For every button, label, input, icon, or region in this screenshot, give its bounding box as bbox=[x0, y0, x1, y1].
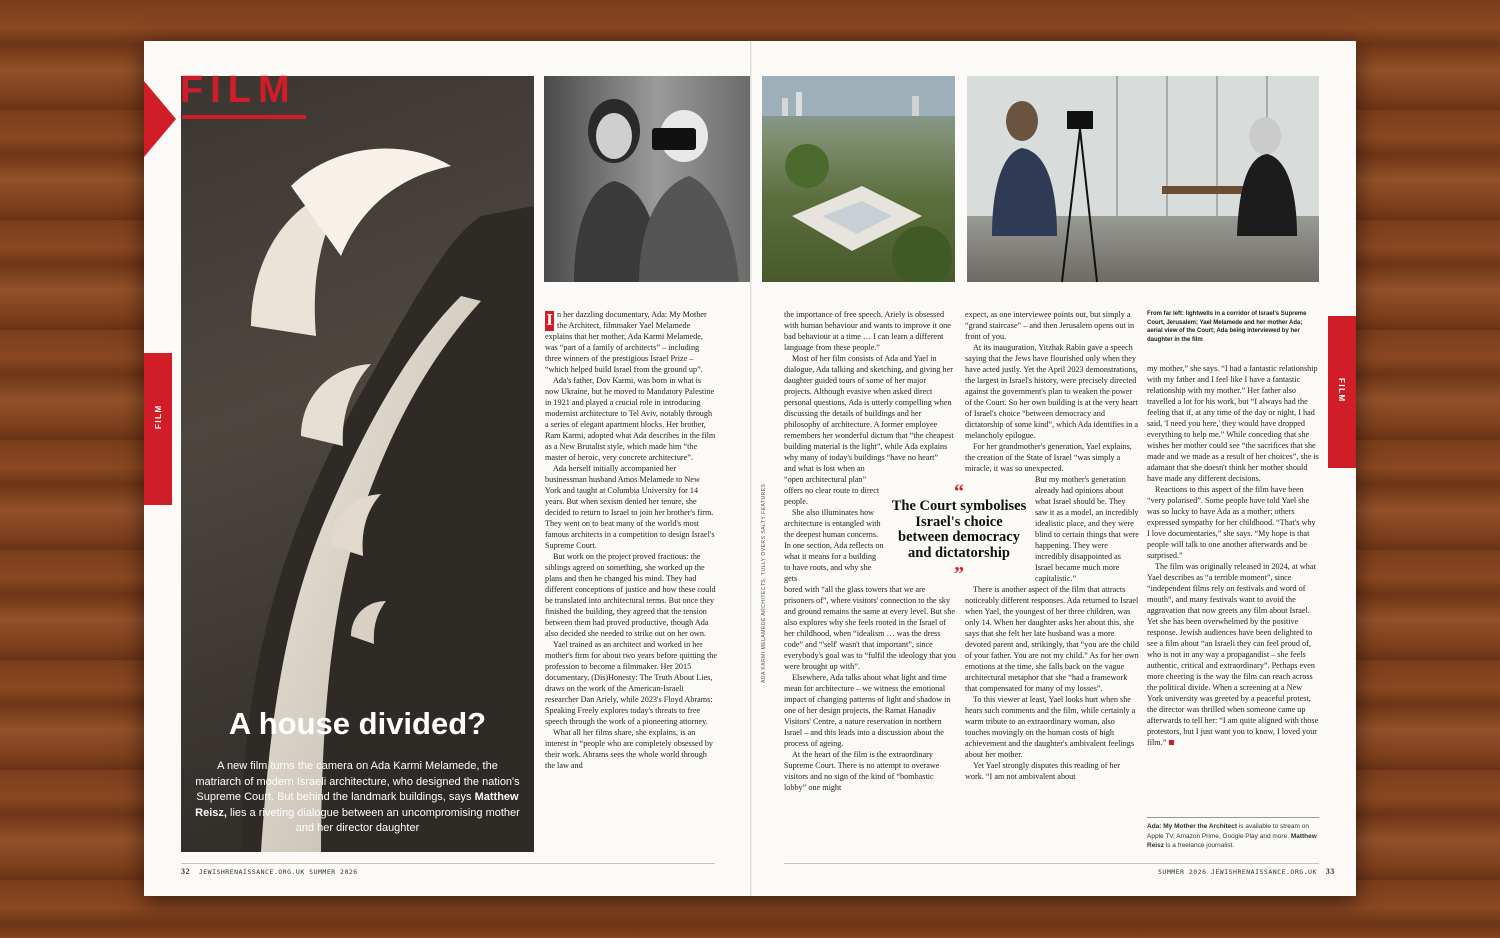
folio-text-right: SUMMER 2026 JEWISHRENAISSANCE.ORG.UK bbox=[1158, 868, 1317, 876]
paragraph: Yael trained as an architect and worked in her mother's firm for about two years before quitting the profession to become a filmmaker. Her 2015 documentary, (Dis)Honesty: The Truth About Lies, draws on the work of the American-Israeli researcher Dan Ariely, while 2023's Floyd Abrams: Speaking Freely explores today's threats to free speech through the work of a pioneering attorney. bbox=[545, 640, 717, 726]
photo-caption: From far left: lightwells in a corridor of Israel's Supreme Court, Jerusalem; Yael Melamede and her mother Ada; aerial view of the Court; Ada being interviewed by her daughter in the film bbox=[1147, 311, 1307, 343]
page-number-right: 33 bbox=[1325, 867, 1335, 876]
paragraph: Yet Yael strongly disputes this reading of her work. “I am not ambivalent about bbox=[965, 761, 1120, 781]
photo-illustration bbox=[544, 76, 750, 282]
page-number-left: 32 bbox=[181, 867, 190, 876]
drop-cap: I bbox=[546, 310, 553, 329]
hero-standfirst bbox=[195, 759, 520, 837]
side-tab-label: FILM bbox=[154, 404, 163, 429]
pull-quote-text: The Court symbolises Israel's choice between democracy and dictatorship bbox=[891, 498, 1027, 561]
narrow-text-block bbox=[784, 463, 884, 584]
article-column-4 bbox=[1147, 363, 1319, 817]
paragraph: Reactions to this aspect of the film have been “very polarised”. Some people have told Yael she was so lucky to have Ada as a mother; others expressed sympathy for her childhood. “That's why I love documentaries,” she says. “My hope is that people will talk to one another afterwards and be surprised.” bbox=[1147, 485, 1316, 560]
footnote-rule bbox=[1147, 817, 1319, 818]
footnote-author: Matthew Reisz bbox=[1147, 832, 1317, 849]
paragraph: There is another aspect of the film that attracts noticeably different responses. Ada returned to Israel when Yael, the youngest of her three children, was only 14. When her daughter asks her about this, she says that she felt her late husband was a more devoted parent and, strikingly, that “you are the child of your father. You are not my child.” As for her own emotions at the time, she falls back on the vague architectural metaphor that she “had a framework that compensated for many of my losses”. bbox=[965, 585, 1140, 693]
paragraph: She also illuminates how architecture is entangled with the deepest human concerns. In one section, Ada reflects on what it means for a building to have roots, and why she gets bbox=[784, 508, 884, 583]
paragraph: I n her dazzling documentary, Ada: My Mother the Architect, filmmaker Yael Melamede explains that her mother, Ada Karmi Melamede, was “part of a family of architects” – including three winners of the prestigious Israel Prize – “which helped build Israel from the ground up”. bbox=[545, 310, 707, 374]
photo-yael-and-ada bbox=[544, 76, 750, 282]
section-marker-triangle bbox=[144, 81, 176, 157]
paragraph: The film was originally released in 2024, at what Yael describes as “a terrible moment”, since “independent films rely on festivals and word of mouth”, and many festivals want to avoid the aggravation that now greets any film about Israel. Yet she has been overwhelmed by the positive response. Jewish audiences have been delighted to see a film about “an Israeli they can feel proud of, who is not in any way a propagandist – she feels authentic, critical and extraordinary”. Perhaps even more cheering is the way the film can reach across the political divide. When a screening at a New York university was greeted by a peaceful protest, the director was thrilled when someone came up afterwards to tell her: “I am quite aligned with those protestors, but I just want you to know, I loved your film.” bbox=[1147, 562, 1319, 747]
photo-credit: ADA KARMI MELAMEDE ARCHITECTS; TULLY OVERS SALTY FEATURES bbox=[761, 483, 767, 683]
photo-illustration bbox=[967, 76, 1319, 282]
paragraph: For her grandmother's generation, Yael explains, the creation of the State of Israel “was simply a miracle, it was so unexpected. bbox=[965, 442, 1132, 473]
narrow-text-block bbox=[1035, 474, 1140, 584]
side-tab-left bbox=[144, 353, 172, 505]
paragraph: Ada's father, Dov Karmi, was born in what is now Ukraine, but he moved to Mandatory Palestine in 1921 and played a crucial role in introducing modernist architecture to Tel Aviv, notably through a series of elegant apartment blocks. Her brother, Ram Karmi, adopted what Ada describes in the film as a New Brutalist style, which made him “the master of heroic, very concrete architecture”. bbox=[545, 376, 716, 462]
footnote-film-title: Ada: My Mother the Architect bbox=[1147, 823, 1238, 830]
paragraph: But work on the project proved fractious: the siblings agreed on something, she worked up the plans and then he changed his mind. They had different conceptions of justice and how these could be translated into architectural terms. But once they finished the building, they agreed that the tension between them had proved productive, though Ada also decided she needed to strike out on her own. bbox=[545, 552, 716, 638]
folio-left bbox=[181, 867, 358, 876]
end-mark-icon bbox=[1169, 740, 1174, 745]
paragraph: my mother,” she says. “I had a fantastic relationship with my father and I feel like I have a fantastic relationship with my mother.” Her father also travelled a lot for his work, but “I always had the feeling that if, at any time of the day or night, I had said, 'I need you here,' they would have dropped everything to help me.” While conceding that she wishes her mother could see “the sacrifices that she made and we made as a result of her choices”, she is adamant that she doesn't think her mother should have made any different decisions. bbox=[1147, 364, 1319, 483]
folio-right bbox=[1158, 867, 1335, 876]
hero-title: A house divided? bbox=[228, 706, 487, 741]
folio-text-left: JEWISHRENAISSANCE.ORG.UK SUMMER 2026 bbox=[198, 868, 358, 876]
paragraph: Ada herself initially accompanied her businessman husband Amos Melamede to New York and taught at Columbia University for 14 years. But when sexism denied her tenure, she decided to return to Israel to join her brother's firm. They went on to beat many of the world's most famous architects in a competition to design Israel's Supreme Court. bbox=[545, 464, 715, 550]
photo-illustration bbox=[762, 76, 955, 282]
photo-aerial-court bbox=[762, 76, 955, 282]
paragraph: the importance of free speech. Ariely is obsessed with human behaviour and wants to improve it one bad behaviour at a time … I can learn a different language from these people.” bbox=[784, 310, 951, 352]
paragraph: At its inauguration, Yitzhak Rabin gave a speech saying that the Jews have flourished only when they have acted justly. Yet the April 2023 demonstrations, the largest in Israel's history, were precisely directed against the government's plan to weaken the power of the Court. So her own building is at the very heart of Israel's choice “between democracy and dictatorship of some kind”, which Ada identifies in a melancholy epilogue. bbox=[965, 343, 1139, 440]
bottom-rule-left bbox=[181, 863, 715, 864]
standfirst-author: Matthew Reisz, bbox=[195, 791, 519, 819]
paragraph: Elsewhere, Ada talks about what light and time mean for architecture – we witness the emotional impact of changing patterns of light and shadow in one of her design projects, the Ramat Hanadiv Visitors' Centre, a nature reservation in northern Israel – and this leads into a discussion about the process of ageing. bbox=[784, 673, 951, 748]
paragraph: bored with “all the glass towers that we are prisoners of”, where visitors' connection to the sky and ground remains the same at every level. But she also explores why she feels rooted in the Israel of her childhood, when “idealism … was the dress code” and “'self' wasn't that important”, since everybody's goal was to “fulfil the ideology that you were brought up with”. bbox=[784, 585, 956, 671]
section-underline bbox=[182, 115, 306, 119]
close-quote-mark: ” bbox=[954, 563, 964, 585]
gutter bbox=[750, 41, 752, 896]
footnote-text-end: is a freelance journalist. bbox=[1165, 842, 1235, 849]
article-column-1 bbox=[545, 309, 717, 853]
paragraph: What all her films share, she explains, is an interest in “people who are completely obsessed by their work. Abrams sees the whole world through the law and bbox=[545, 728, 714, 770]
standfirst-text: A new film turns the camera on Ada Karmi Melamede, the matriarch of modern Israeli architecture, who designed the nation's Supreme Court. But behind the landmark buildings, says bbox=[195, 760, 520, 803]
open-quote-mark: “ bbox=[954, 481, 964, 503]
article-column-2 bbox=[784, 309, 956, 853]
bottom-rule-right bbox=[784, 863, 1319, 864]
paragraph: expect, as one interviewee points out, but simply a “grand staircase” – and then Jerusalem opens out in front of you. bbox=[965, 310, 1135, 341]
photo-interview bbox=[967, 76, 1319, 282]
article-column-3 bbox=[965, 309, 1140, 853]
magazine-spread bbox=[144, 41, 1356, 896]
hero-image bbox=[181, 76, 534, 852]
paragraph: and what is lost when an “open architectural plan” offers no clear route to direct people. bbox=[784, 464, 880, 506]
footnote bbox=[1147, 822, 1319, 851]
side-tab-label: FILM bbox=[1337, 378, 1346, 403]
section-title: FILM bbox=[180, 69, 297, 111]
paragraph: Most of her film consists of Ada and Yael in dialogue, Ada talking and sketching, and giving her daughter guided tours of some of her major projects. Although evasive when asked direct personal questions, Ada is utterly compelling when discussing the details of buildings and her philosophy of architecture. A former employee remembers her wonderful dictum that “the cheapest building material is the light”, while Ada explains why many of today's buildings “have no heart” bbox=[784, 354, 954, 462]
paragraph: But my mother's generation already had opinions about what Israel should be. They saw it as a model, an incredibly idealistic place, and they were blind to certain things that were happening. They were incredibly disappointed as Israel became much more capitalistic.” bbox=[1035, 475, 1139, 583]
side-tab-right bbox=[1328, 316, 1356, 468]
paragraph: To this viewer at least, Yael looks hurt when she hears such comments and the film, while certainly a warm tribute to an extraordinary woman, also touches movingly on the human costs of high achievement and the daughter's ambivalent feelings about her mother. bbox=[965, 695, 1136, 759]
paragraph: At the heart of the film is the extraordinary Supreme Court. There is no attempt to overawe visitors and no sign of the kind of “bombastic lobby” one might bbox=[784, 750, 940, 792]
standfirst-text-end: lies a riveting dialogue between an uncompromising mother and her director daughter bbox=[230, 806, 520, 834]
footnote-text: is available to stream on Apple TV, Amazon Prime, Google Play and more. bbox=[1147, 823, 1309, 840]
